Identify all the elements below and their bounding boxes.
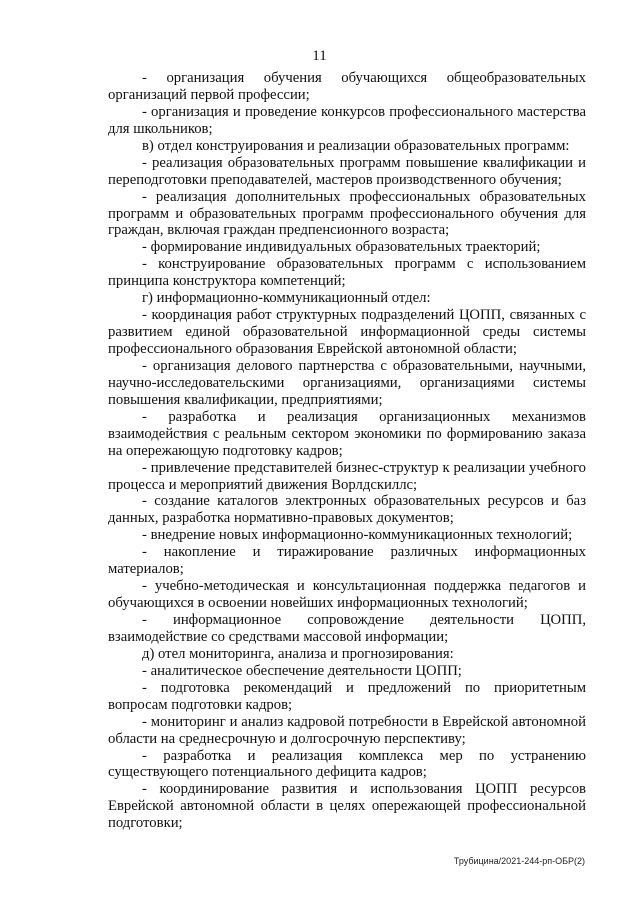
list-item: - организация делового партнерства с образовательными, научными, научно-исследовательскими организациями, организациями системы повышения квалификации, предприятиями; xyxy=(108,357,586,408)
list-item: - реализация дополнительных профессиональных образовательных программ и образовательных программ профессионального обучения для граждан, включая граждан предпенсионного возраста; xyxy=(108,188,586,239)
list-item: - подготовка рекомендаций и предложений по приоритетным вопросам подготовки кадров; xyxy=(108,679,586,713)
list-item: - формирование индивидуальных образовательных траекторий; xyxy=(142,239,541,256)
section-heading: в) отдел конструирования и реализации образовательных программ: xyxy=(142,137,570,154)
document-body xyxy=(108,70,586,832)
list-item: - организация обучения обучающихся общеобразовательных организаций первой профессии; xyxy=(108,70,586,103)
list-item: - информационное сопровождение деятельности ЦОПП, взаимодействие со средствами массовой информации; xyxy=(108,612,586,645)
page-number: 11 xyxy=(312,48,327,64)
list-item: - организация и проведение конкурсов профессионального мастерства для школьников; xyxy=(108,103,586,137)
section-heading: д) отел мониторинга, анализа и прогнозирования: xyxy=(142,645,454,662)
section-heading: г) информационно-коммуникационный отдел: xyxy=(142,290,431,307)
list-item: - конструирование образовательных программ с использованием принципа конструктора компетенций; xyxy=(108,256,586,290)
list-item: - разработка и реализация комплекса мер по устранению существующего потенциального дефицита кадров; xyxy=(108,747,586,781)
list-item: - реализация образовательных программ повышение квалификации и переподготовки преподавателей, мастеров производственного обучения; xyxy=(108,154,586,188)
list-item: - координация работ структурных подразделений ЦОПП, связанных с развитием единой образовательной информационной среды системы профессионального образования Еврейской автономной области; xyxy=(108,307,586,357)
list-item: - накопление и тиражирование различных информационных материалов; xyxy=(108,544,586,578)
list-item: - аналитическое обеспечение деятельности ЦОПП; xyxy=(142,662,462,679)
list-item: - привлечение представителей бизнес-структур к реализации учебного процесса и мероприятий движения Ворлдскиллс; xyxy=(108,459,586,493)
list-item: - внедрение новых информационно-коммуникационных технологий; xyxy=(142,527,573,544)
list-item: - координирование развития и использования ЦОПП ресурсов Еврейской автономной области в целях опережающей профессиональной подготовки; xyxy=(108,781,586,832)
document-footer-code: Трубицина/2021-244-рп-ОБР(2) xyxy=(453,856,585,866)
list-item: - учебно-методическая и консультационная поддержка педагогов и обучающихся в освоении новейших информационных технологий; xyxy=(108,578,586,612)
list-item: - мониторинг и анализ кадровой потребности в Еврейской автономной области на среднесрочную и долгосрочную перспективу; xyxy=(108,713,586,747)
list-item: - создание каталогов электронных образовательных ресурсов и баз данных, разработка нормативно-правовых документов; xyxy=(108,493,586,527)
list-item: - разработка и реализация организационных механизмов взаимодействия с реальным сектором экономики по формированию заказа на опережающую подготовку кадров; xyxy=(108,408,586,459)
